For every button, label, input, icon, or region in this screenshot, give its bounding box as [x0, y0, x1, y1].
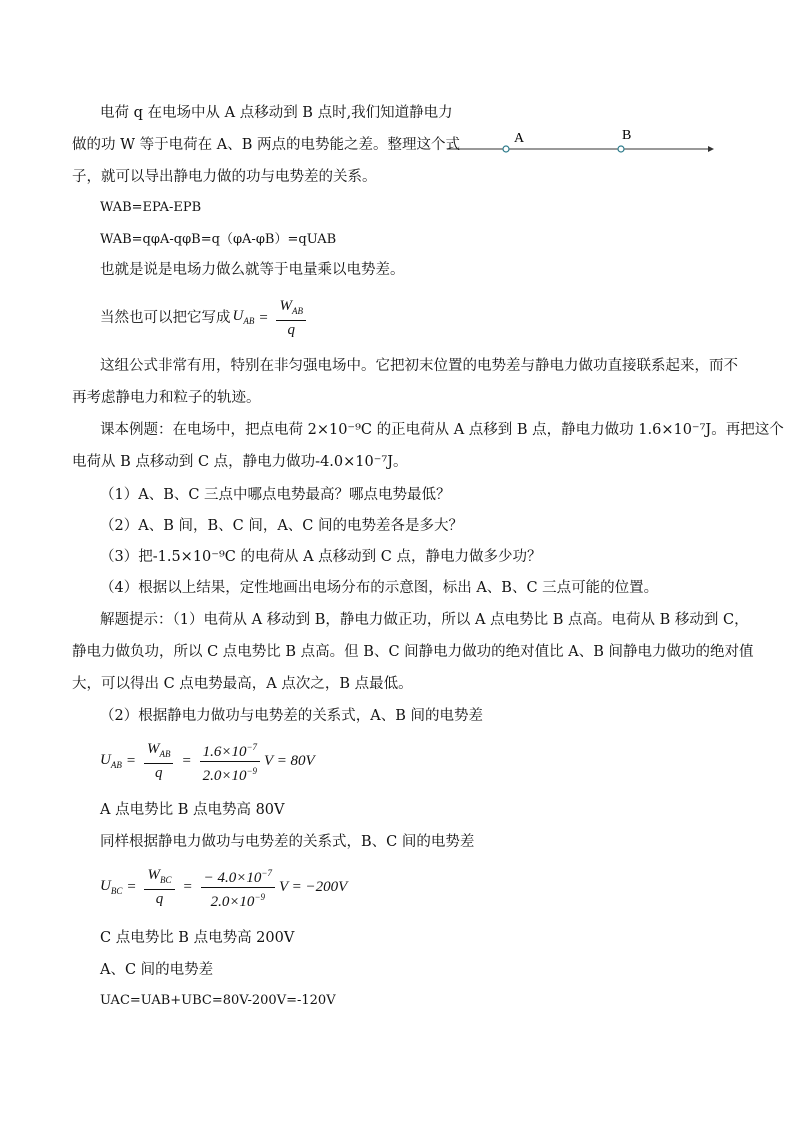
example-line-1: 课本例题：在电场中，把点电荷 2×10⁻⁹C 的正电荷从 A 点移到 B 点，静电力做功 1.6×10⁻⁷J。再把这个 [100, 422, 784, 438]
formula-wab2-text: WAB=qφA-qφB=q（φA-φB）=qUAB [100, 232, 337, 247]
question-2: （2）A、B 间，B、C 间，A、C 间的电势差各是多大？ [100, 518, 463, 534]
intro-line-1: 电荷 q 在电场中从 A 点移动到 B 点时,我们知道静电力 [100, 105, 453, 121]
part-2-intro: （2）根据静电力做功与电势差的关系式，A、B 间的电势差 [100, 708, 483, 724]
ab-line-diagram [446, 122, 716, 162]
equation-uab: $U_{AB}$ = $\frac{W_{AB}}{q}$ = $\frac{1.6\times 10^{-7}}{2.0\times 10^{-9}}$ V = 80V [100, 736, 315, 786]
equation-uab-fraction-1: $\frac{W_{AB}}{q}$ [144, 740, 174, 782]
bc-intro: 同样根据静电力做功与电势差的关系式，B、C 间的电势差 [100, 834, 475, 850]
point-b [618, 146, 624, 152]
example-line-2: 电荷从 B 点移动到 C 点，静电力做功-4.0×10⁻⁷J。 [72, 454, 408, 470]
equation-ubc-fraction-1: $\frac{W_{BC}}{q}$ [144, 866, 174, 908]
intro-line-2: 做的功 W 等于电荷在 A、B 两点的电势能之差。整理这个式 [72, 137, 460, 153]
ac-intro: A、C 间的电势差 [100, 962, 214, 978]
equation-ubc-fraction-2: $\frac{- 4.0\times 10^{-7}}{2.0\times 10^{-9}}$ [201, 864, 275, 911]
formula-wab-2 [100, 230, 750, 250]
question-4: （4）根据以上结果，定性地画出电场分布的示意图，标出 A、B、C 三点可能的位置。 [100, 580, 659, 596]
bc-result: C 点电势比 B 点电势高 200V [100, 930, 295, 946]
intro-line-3: 子，就可以导出静电力做的功与电势差的关系。 [72, 169, 377, 185]
hint-line-2: 静电力做负功，所以 C 点电势比 B 点高。但 B、C 间静电力做功的绝对值比 A、B 间静电力做功的绝对值 [72, 644, 754, 660]
definition-line: 当然也可以把它写成 $U_{AB}$ = $\frac{W_{AB}}{q}$ [100, 298, 750, 338]
ab-result: A 点电势比 B 点电势高 80V [100, 802, 285, 818]
hint-line-1: 解题提示：（1）电荷从 A 移动到 B，静电力做正功，所以 A 点电势比 B 点高。电荷从 B 移动到 C， [100, 612, 749, 628]
question-1: （1）A、B、C 三点中哪点电势最高？哪点电势最低？ [100, 487, 451, 503]
label-a: A [514, 131, 525, 146]
formula-wab-text: WAB=EPA-EPB [100, 200, 202, 215]
question-3: （3）把-1.5×10⁻⁹C 的电荷从 A 点移动到 C 点，静电力做多少功？ [100, 549, 542, 565]
useful-line-2: 再考虑静电力和粒子的轨迹。 [72, 390, 261, 406]
useful-line-1: 这组公式非常有用，特别在非匀强电场中。它把初末位置的电势差与静电力做功直接联系起来，而不 [100, 358, 738, 374]
meaning-line: 也就是说是电场力做么就等于电量乘以电势差。 [100, 262, 405, 278]
ac-equation: UAC=UAB+UBC=80V-200V=-120V [100, 993, 336, 1008]
definition-text: 当然也可以把它写成 [100, 310, 231, 326]
formula-wab [100, 198, 750, 218]
definition-fraction: $\frac{W_{AB}}{q}$ [276, 297, 306, 339]
equation-uab-fraction-2: $\frac{1.6\times 10^{-7}}{2.0\times 10^{-9}}$ [200, 738, 260, 785]
equation-ubc: $U_{BC}$ = $\frac{W_{BC}}{q}$ = $\frac{- 4.0\times 10^{-7}}{2.0\times 10^{-9}}$ V = −200V [100, 862, 347, 912]
point-a [503, 146, 509, 152]
arrow-head [708, 146, 714, 152]
uab-symbol: $U_{AB}$ [232, 307, 255, 326]
hint-line-3: 大，可以得出 C 点电势最高，A 点次之，B 点最低。 [72, 676, 413, 692]
label-b: B [622, 128, 632, 143]
